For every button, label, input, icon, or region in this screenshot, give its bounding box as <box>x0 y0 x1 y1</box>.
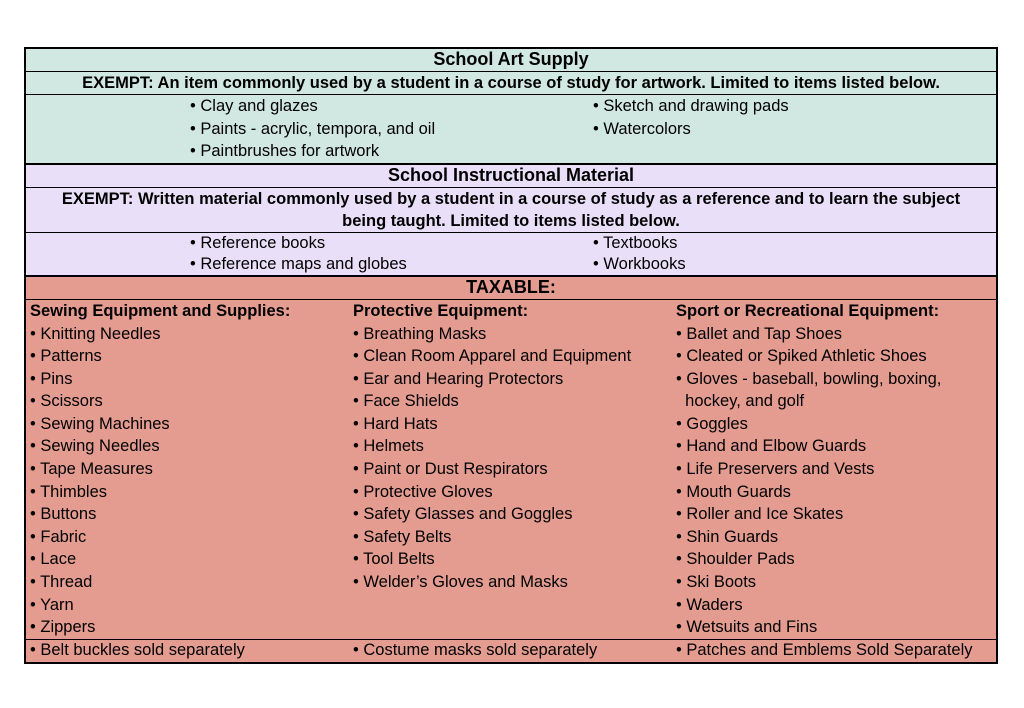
sport-footer: • Patches and Emblems Sold Separately <box>676 640 973 659</box>
list-item: • Face Shields <box>353 392 459 411</box>
list-item: • Ski Boots <box>676 573 757 592</box>
taxable-section <box>26 275 996 662</box>
list-item: • Thimbles <box>30 482 107 501</box>
sewing-footer: • Belt buckles sold separately <box>30 640 245 659</box>
list-item: • Shoulder Pads <box>676 550 795 569</box>
art-supply-title: School Art Supply <box>26 49 996 72</box>
list-item: • Sketch and drawing pads <box>593 97 789 115</box>
sport-heading: Sport or Recreational Equipment: <box>676 301 940 320</box>
list-item: • Paintbrushes for artwork <box>190 142 380 160</box>
list-item: • Pins <box>30 369 73 388</box>
list-item: • Clean Room Apparel and Equipment <box>353 347 632 366</box>
list-item: • Lace <box>30 550 77 569</box>
list-item: • Goggles <box>676 414 748 433</box>
list-item: • Cleated or Spiked Athletic Shoes <box>676 347 927 366</box>
list-item: • Patterns <box>30 347 102 366</box>
list-item: • Scissors <box>30 392 103 411</box>
list-item: • Tape Measures <box>30 460 153 479</box>
list-item: • Sewing Machines <box>30 414 170 433</box>
protective-footer: • Costume masks sold separately <box>353 640 598 659</box>
list-item: • Paints - acrylic, tempora, and oil <box>190 119 436 138</box>
list-item: • Watercolors <box>593 119 691 138</box>
art-supply-col-1 <box>190 95 593 163</box>
list-item: • Tool Belts <box>353 550 435 569</box>
list-item: • Waders <box>676 595 743 614</box>
instructional-material-items <box>26 233 996 275</box>
exempt-line-1: EXEMPT: Written material commonly used by a student in a course of study as a reference and to learn the subject <box>61 189 961 208</box>
protective-heading: Protective Equipment: <box>353 301 529 320</box>
taxable-columns <box>26 300 996 639</box>
instructional-material-section <box>26 163 996 275</box>
taxable-footer-row <box>26 639 996 662</box>
list-item: • Buttons <box>30 505 97 524</box>
list-item: • Reference maps and globes <box>190 254 407 273</box>
list-item: • Welder’s Gloves and Masks <box>353 573 568 592</box>
art-supply-col-2 <box>593 95 996 163</box>
instructional-material-exempt-text <box>26 188 996 233</box>
list-item: • Safety Glasses and Goggles <box>353 505 573 524</box>
exempt-line-2: being taught. Limited to items listed below. <box>342 211 680 230</box>
list-item: • Knitting Needles <box>30 324 161 343</box>
list-item: • Safety Belts <box>353 527 452 546</box>
instructional-material-title: School Instructional Material <box>26 165 996 188</box>
taxable-title: TAXABLE: <box>26 277 996 300</box>
instructional-col-2 <box>593 233 996 275</box>
list-item: • Paint or Dust Respirators <box>353 460 548 479</box>
list-item: • Clay and glazes <box>190 97 318 115</box>
list-item: • Zippers <box>30 618 96 637</box>
sport-column <box>672 300 996 639</box>
list-item: • Mouth Guards <box>676 482 791 501</box>
list-item: • Helmets <box>353 437 424 456</box>
list-item: • Breathing Masks <box>353 324 487 343</box>
art-supply-exempt-text: EXEMPT: An item commonly used by a student in a course of study for artwork. Limited to items listed below. <box>26 72 996 95</box>
list-item: hockey, and golf <box>676 392 805 411</box>
list-item: • Gloves - baseball, bowling, boxing, <box>676 369 942 388</box>
list-item: • Wetsuits and Fins <box>676 618 818 637</box>
protective-column <box>349 300 672 639</box>
list-item: • Hand and Elbow Guards <box>676 437 867 456</box>
list-item: • Ballet and Tap Shoes <box>676 324 843 343</box>
list-item: • Ear and Hearing Protectors <box>353 369 564 388</box>
list-item: • Life Preservers and Vests <box>676 460 875 479</box>
list-item: • Workbooks <box>593 254 686 273</box>
list-item: • Fabric <box>30 527 87 546</box>
sewing-column <box>26 300 349 639</box>
list-item: • Roller and Ice Skates <box>676 505 844 524</box>
list-item: • Shin Guards <box>676 527 779 546</box>
list-item: • Textbooks <box>593 233 678 252</box>
list-item: • Protective Gloves <box>353 482 493 501</box>
sewing-heading: Sewing Equipment and Supplies: <box>30 301 291 320</box>
tax-exemption-table <box>24 47 998 664</box>
list-item: • Yarn <box>30 595 74 614</box>
list-item: • Thread <box>30 573 93 592</box>
instructional-col-1 <box>190 233 593 275</box>
list-item: • Hard Hats <box>353 414 438 433</box>
art-supply-section <box>26 49 996 163</box>
list-item: • Sewing Needles <box>30 437 160 456</box>
list-item: • Reference books <box>190 233 326 252</box>
art-supply-items <box>26 95 996 163</box>
